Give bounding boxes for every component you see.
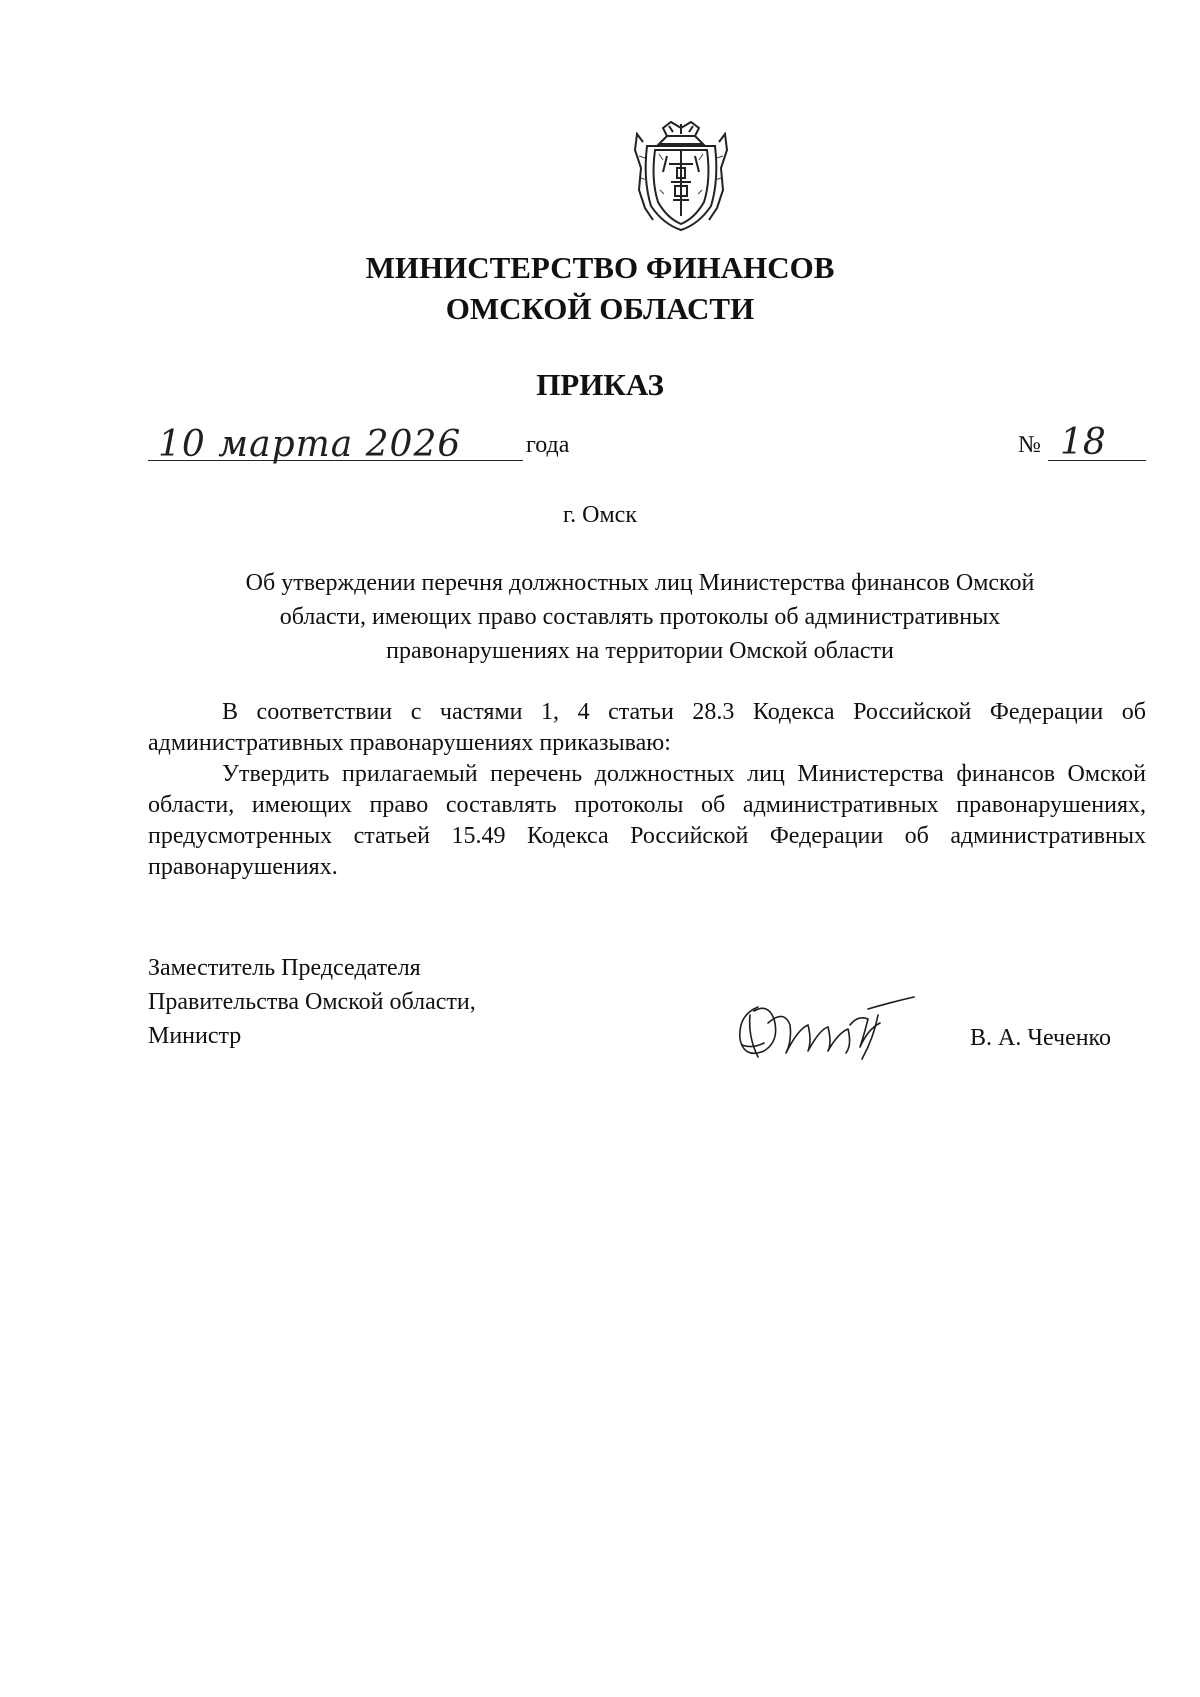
city: г. Омск [563,502,637,528]
subject-line-2: области, имеющих право составлять протоколы об административных [279,604,1001,630]
subject-line-3: правонарушениях на территории Омской области [386,638,894,664]
number-sign: № [1018,432,1041,458]
handwritten-number: 18 [1060,422,1106,463]
signer-title-line-1: Заместитель Председателя [148,955,421,981]
date-suffix: года [526,432,570,458]
document-subject [160,566,1120,668]
handwritten-signature-icon [728,985,928,1075]
coat-of-arms-icon [633,120,729,232]
body-paragraph-1: В соответствии с частями 1, 4 статьи 28.3 Кодекса Российской Федерации об административных правонарушениях приказываю: [148,699,1146,756]
document-type: ПРИКАЗ [536,367,664,402]
organization-name-line-1: МИНИСТЕРСТВО ФИНАНСОВ [365,250,835,285]
organization-name-line-2: ОМСКОЙ ОБЛАСТИ [445,291,755,326]
subject-line-1: Об утверждении перечня должностных лиц Министерства финансов Омской [245,570,1035,596]
document-date [148,420,588,466]
signer-name: В. А. Чеченко [970,1025,1111,1051]
handwritten-date: 10 марта 2026 [158,424,462,465]
signer-title-line-2: Правительства Омской области, [148,989,476,1015]
body-paragraph-2: Утвердить прилагаемый перечень должностных лиц Министерства финансов Омской области, имеющих право составлять протоколы об административных правонарушениях, предусмотренных статьей 15.49 Кодекса Российской Федерации об административных правонарушениях. [148,761,1146,880]
signer-title-line-3: Министр [148,1023,242,1049]
signer-title [148,951,476,1053]
document-number [1018,420,1146,466]
